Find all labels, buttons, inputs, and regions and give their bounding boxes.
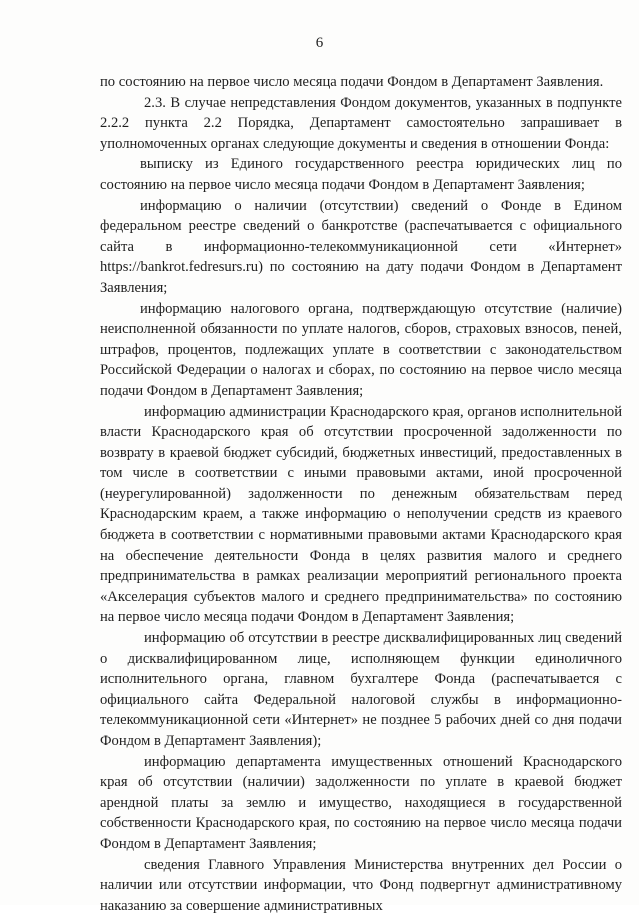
- list-item-property-department: информацию департамента имущественных отношений Краснодарского края об отсутствии (наличии) задолженности по уплате в краевой бюджет арендной платы за землю и имущество, находящиеся в государственной собственности Краснодарского края, по состоянию на первое число месяца подачи Фондом в Департамент Заявления;: [100, 753, 622, 852]
- list-item-bankruptcy-registry: информацию о наличии (отсутствии) сведений о Фонде в Едином федеральном реестре сведений о банкротстве (распечатывается с официального сайта в информационно-телекоммуникационной сети «Интернет» https://bankrot.fedresurs.ru) по состоянию на дату подачи Фондом в Департамент Заявления;: [100, 197, 622, 296]
- page-number: 6: [315, 35, 324, 51]
- list-item-interior-ministry: сведения Главного Управления Министерства внутренних дел России о наличии или отсутствии информации, что Фонд подвергнут административному наказанию за совершение административных: [100, 856, 622, 914]
- list-item-regional-administration: информацию администрации Краснодарского края, органов исполнительной власти Краснодарского края об отсутствии просроченной задолженности по возврату в краевой бюджет субсидий, бюджетных инвестиций, предоставленных в том числе в соответствии с иными правовыми актами, иной просроченной (неурегулированной) задолженности по денежным обязательствам перед Краснодарским краем, а также информацию о неполучении средств из краевого бюджета в соответствии с нормативными правовыми актами Краснодарского края на обеспечение деятельности Фонда в целях развития малого и среднего предпринимательства в рамках реализации мероприятий регионального проекта «Акселерация субъектов малого и среднего предпринимательства» по состоянию на первое число месяца подачи Фондом в Департамент Заявления;: [100, 403, 622, 626]
- list-item-tax-authority: информацию налогового органа, подтверждающую отсутствие (наличие) неисполненной обязанности по уплате налогов, сборов, страховых взносов, пеней, штрафов, процентов, подлежащих уплате в соответствии с законодательством Российской Федерации о налогах и сборах, по состоянию на первое число месяца подачи Фондом в Департамент Заявления;: [100, 300, 622, 399]
- list-item-disqualified-persons: информацию об отсутствии в реестре дисквалифицированных лиц сведений о дисквалифицированном лице, исполняющем функции единоличного исполнительного органа, главном бухгалтере Фонда (распечатывается с официального сайта Федеральной налоговой службы в информационно-телекоммуникационной сети «Интернет» не позднее 5 рабочих дней со дня подачи Фондом в Департамент Заявления);: [100, 630, 622, 749]
- list-item-egrul-extract: выписку из Единого государственного реестра юридических лиц по состоянию на первое число месяца подачи Фондом в Департамент Заявления;: [100, 156, 622, 193]
- paragraph-continuation: по состоянию на первое число месяца подачи Фондом в Департамент Заявления.: [100, 74, 604, 90]
- paragraph-clause-2-3: 2.3. В случае непредставления Фондом документов, указанных в подпункте 2.2.2 пункта 2.2 Порядка, Департамент самостоятельно запрашивает в уполномоченных органах следующие документы и сведения в отношении Фонда:: [100, 94, 622, 152]
- document-body: [100, 72, 622, 916]
